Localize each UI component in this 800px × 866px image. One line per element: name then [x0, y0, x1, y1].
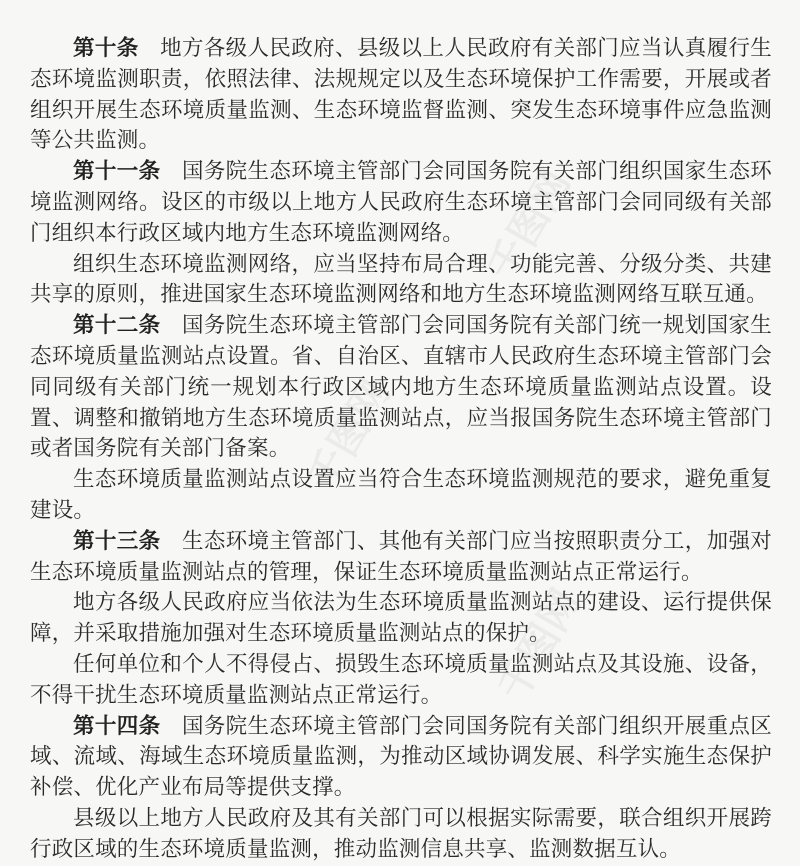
article-10-number: 第十条 [73, 36, 139, 61]
article-11-paragraph-1 [30, 157, 772, 249]
watermark-2: 千图网 [299, 371, 400, 499]
article-14-text-1: 国务院生态环境主管部门会同国务院有关部门组织开展重点区域、流域、海域生态环境质量监测，为推动区域协调发展、科学实施生态保护补偿、优化产业布局等提供支撑。 [30, 713, 772, 801]
article-12-paragraph-1 [30, 311, 772, 465]
article-12-paragraph-2: 生态环境质量监测站点设置应当符合生态环境监测规范的要求，避免重复建设。 [30, 467, 772, 523]
article-12-number: 第十二条 [73, 313, 161, 339]
article-11-number: 第十一条 [73, 159, 161, 185]
article-13-number: 第十三条 [73, 528, 161, 554]
watermark-3: 千图网 [489, 581, 590, 709]
article-13-text-1: 生态环境主管部门、其他有关部门应当按照职责分工，加强对生态环境质量监测站点的管理，保证生态环境质量监测站点正常运行。 [30, 528, 772, 585]
article-14-paragraph-2: 县级以上地方人民政府及其有关部门可以根据实际需要，联合组织开展跨行政区域的生态环境质量监测，推动监测信息共享、监测数据互认。 [30, 805, 772, 862]
article-14-paragraph-1 [30, 712, 772, 804]
article-13-paragraph-1 [30, 527, 772, 589]
document-body [30, 34, 772, 866]
article-12-text-1: 国务院生态环境主管部门会同国务院有关部门统一规划国家生态环境质量监测站点设置。省、自治区、直辖市人民政府生态环境主管部门会同同级有关部门统一规划本行政区域内地方生态环境质量监测站点设置。设置、调整和撤销地方生态环境质量监测站点，应当报国务院生态环境主管部门或者国务院有关部门备案。 [30, 313, 772, 462]
article-13-paragraph-2: 地方各级人民政府应当依法为生态环境质量监测站点的建设、运行提供保障，并采取措施加强对生态环境质量监测站点的保护。 [30, 590, 772, 647]
article-13-paragraph-3: 任何单位和个人不得侵占、损毁生态环境质量监测站点及其设施、设备，不得干扰生态环境质量监测站点正常运行。 [30, 651, 772, 708]
article-14-number: 第十四条 [73, 713, 161, 739]
article-10-text-1: 地方各级人民政府、县级以上人民政府有关部门应当认真履行生态环境监测职责，依照法律、法规规定以及生态环境保护工作需要，开展或者组织开展生态环境质量监测、生态环境监督监测、突发生态环境事件应急监测等公共监测。 [30, 36, 772, 154]
watermark-1: 千图网 [479, 161, 580, 289]
article-11-paragraph-2: 组织生态环境监测网络，应当坚持布局合理、功能完善、分级分类、共建共享的原则，推进国家生态环境监测网络和地方生态环境监测网络互联互通。 [30, 251, 772, 308]
article-11-text-1: 国务院生态环境主管部门会同国务院有关部门组织国家生态环境监测网络。设区的市级以上地方人民政府生态环境主管部门会同同级有关部门组织本行政区域内地方生态环境监测网络。 [30, 159, 772, 246]
article-10-paragraph-1 [30, 34, 772, 157]
